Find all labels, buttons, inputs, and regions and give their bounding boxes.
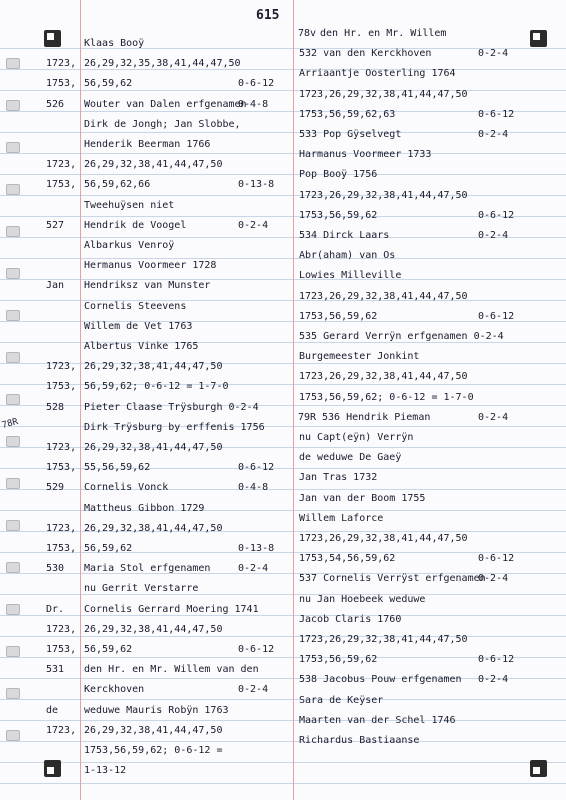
right_column-text: Jacob Claris 1760 <box>299 613 402 625</box>
left_column-text: Maria Stol erfgenamen <box>84 563 211 575</box>
left_column-text: Wouter van Dalen erfgenamen <box>84 98 247 110</box>
right_column-text: 1753,56,59,62 <box>299 654 378 666</box>
left_column-value: 0-2-4 <box>238 684 269 696</box>
left_column-text: Klaas Booÿ <box>84 38 145 49</box>
right_column-text: Richardus Bastiaanse <box>299 735 420 746</box>
left_column-label: 1753, <box>46 462 77 474</box>
left_column-text: Cornelis Gerrard Moering 1741 <box>84 603 259 615</box>
right_column-text: Jan Tras 1732 <box>299 472 378 484</box>
right_column-text: de weduwe De Gaeÿ <box>299 452 402 464</box>
left_column-text: 26,29,32,38,41,44,47,50 <box>84 623 223 635</box>
left_column-value: 0-2-4 <box>238 219 269 231</box>
left_column-text: 26,29,32,35,38,41,44,47,50 <box>84 58 241 70</box>
punch-hole <box>6 352 20 363</box>
left_column-text: Henderik Beerman 1766 <box>84 139 211 150</box>
ruled-line <box>0 741 566 742</box>
right_column-label: 78v <box>298 28 317 39</box>
left_column-text: Albertus Vinke 1765 <box>84 341 199 352</box>
punch-hole <box>6 58 20 69</box>
left_column-text: weduwe Mauris Robÿn 1763 <box>84 704 229 716</box>
right_column-text: Lowies Milleville <box>299 270 402 282</box>
right_column-value: 0-6-12 <box>478 310 515 322</box>
punch-hole <box>6 562 20 573</box>
punch-hole <box>6 142 20 153</box>
left_column-text: Mattheus Gibbon 1729 <box>84 502 205 514</box>
ruled-line <box>0 783 566 784</box>
left_column-label: 1723, <box>46 361 77 373</box>
left_column-text: Hendriksz van Munster <box>84 280 211 292</box>
left_column-text: Cornelis Vonck <box>84 482 169 494</box>
left_column-text: 56,59,62,66 <box>84 179 151 191</box>
left_column-label: 1723, <box>46 522 77 534</box>
right_column-text: 532 van den Kerckhoven <box>299 48 432 60</box>
left_column-text: Hermanus Voormeer 1728 <box>84 260 217 272</box>
left_column-text: 26,29,32,38,41,44,47,50 <box>84 442 223 453</box>
ruled-line <box>0 153 566 154</box>
left_column-text: 1-13-12 <box>84 765 127 777</box>
margin-line-left <box>80 0 81 800</box>
left_column-value: 0-6-12 <box>238 78 275 90</box>
right_column-text: 535 Gerard Verrÿn erfgenamen 0-2-4 <box>299 331 504 342</box>
left_column-text: Tweehuÿsen niet <box>84 199 175 211</box>
left_column-value: 0-4-8 <box>238 98 269 110</box>
margin-note-left: 78R <box>0 417 20 431</box>
right_column-text: 1753,56,59,62 <box>299 209 378 221</box>
right_column-label: 79R <box>298 411 317 423</box>
ruled-line <box>0 762 566 763</box>
punch-hole <box>6 520 20 531</box>
left_column-label: 526 <box>46 98 65 110</box>
corner-marker-bottom-left <box>44 760 61 777</box>
right_column-text: 1753,54,56,59,62 <box>299 553 396 565</box>
left_column-value: 0-13-8 <box>238 543 275 554</box>
right_column-text: Maarten van der Schel 1746 <box>299 714 456 726</box>
right_column-value: 0-2-4 <box>478 48 509 60</box>
left_column-label: 530 <box>46 563 65 575</box>
left_column-text: Pieter Claase Trÿsburgh 0-2-4 <box>84 401 259 413</box>
ruled-line <box>0 195 566 196</box>
punch-hole <box>6 184 20 195</box>
right_column-text: Harmanus Voormeer 1733 <box>299 149 432 161</box>
left_column-text: Kerckhoven <box>84 684 145 696</box>
left_column-label: 1753, <box>46 381 77 393</box>
right_column-text: 1753,56,59,62 <box>299 310 378 322</box>
right_column-text: 537 Cornelis Verrÿst erfgenamen <box>299 573 486 585</box>
right_column-value: 0-6-12 <box>478 654 515 666</box>
right_column-text: 1723,26,29,32,38,41,44,47,50 <box>299 290 468 302</box>
left_column-text: 56,59,62 <box>84 78 133 90</box>
left_column-label: Jan <box>46 280 65 292</box>
left_column-text: 1753,56,59,62; 0-6-12 = <box>84 745 223 756</box>
left_column-text: Hendrik de Voogel <box>84 219 187 231</box>
left_column-text: Dirk Trÿsburg by erffenis 1756 <box>84 421 265 433</box>
corner-marker-top-right <box>530 30 547 47</box>
right_column-text: 536 Hendrik Pieman <box>322 411 431 423</box>
left_column-value: 0-6-12 <box>238 462 275 474</box>
left_column-text: 56,59,62; 0-6-12 = 1-7-0 <box>84 381 229 393</box>
right_column-text: Sara de Keÿser <box>299 694 384 706</box>
right_column-value: 0-2-4 <box>478 129 509 140</box>
right_column-text: den Hr. en Mr. Willem <box>320 28 447 39</box>
ruled-line <box>0 720 566 721</box>
right_column-text: 1723,26,29,32,38,41,44,47,50 <box>299 371 468 383</box>
left_column-label: Dr. <box>46 603 65 615</box>
left_column-label: 531 <box>46 664 65 676</box>
left_column-text: 56,59,62 <box>84 644 133 655</box>
punch-hole <box>6 226 20 237</box>
right_column-text: 534 Dirck Laars <box>299 230 390 241</box>
left_column-label: 1753, <box>46 78 77 90</box>
left_column-label: 1723, <box>46 442 77 453</box>
punch-hole <box>6 646 20 657</box>
right_column-text: Jan van der Boom 1755 <box>299 492 426 504</box>
right_column-text: Willem Laforce <box>299 512 384 524</box>
left_column-value: 0-4-8 <box>238 482 269 494</box>
left_column-label: de <box>46 704 59 716</box>
right_column-text: 1723,26,29,32,38,41,44,47,50 <box>299 189 468 201</box>
left_column-value: 0-13-8 <box>238 179 275 191</box>
right_column-text: 1723,26,29,32,38,41,44,47,50 <box>299 634 468 645</box>
left_column-label: 1753, <box>46 179 77 191</box>
left_column-text: 26,29,32,38,41,44,47,50 <box>84 159 223 171</box>
left_column-label: 1753, <box>46 543 77 554</box>
right_column-value: 0-6-12 <box>478 553 515 565</box>
punch-hole <box>6 100 20 111</box>
right_column-text: nu Jan Hoebeek weduwe <box>299 593 426 605</box>
punch-hole <box>6 478 20 489</box>
right_column-text: Pop Booÿ 1756 <box>299 169 378 181</box>
punch-hole <box>6 394 20 405</box>
left_column-label: 1753, <box>46 644 77 655</box>
left_column-text: 26,29,32,38,41,44,47,50 <box>84 522 223 534</box>
left_column-label: 1723, <box>46 623 77 635</box>
right_column-text: 538 Jacobus Pouw erfgenamen <box>299 674 462 686</box>
left_column-text: den Hr. en Mr. Willem van den <box>84 664 259 676</box>
ruled-line <box>0 174 566 175</box>
punch-hole <box>6 688 20 699</box>
ruled-line <box>0 636 566 637</box>
right_column-value: 0-6-12 <box>478 108 515 120</box>
right_column-text: Arriaantje Oosterling 1764 <box>299 68 456 80</box>
right_column-text: 533 Pop Gÿselvegt <box>299 129 402 140</box>
left_column-text: Cornelis Steevens <box>84 300 187 312</box>
left_column-label: 528 <box>46 401 65 413</box>
right_column-text: 1753,56,59,62; 0-6-12 = 1-7-0 <box>299 391 474 403</box>
corner-marker-bottom-right <box>530 760 547 777</box>
left_column-value: 0-6-12 <box>238 644 275 655</box>
punch-hole <box>6 268 20 279</box>
page-number: 615 <box>256 8 280 23</box>
left_column-text: Willem de Vet 1763 <box>84 320 193 332</box>
left_column-text: 55,56,59,62 <box>84 462 151 474</box>
left_column-text: 26,29,32,38,41,44,47,50 <box>84 361 223 373</box>
right_column-text: nu Capt(eÿn) Verrÿn <box>299 432 414 443</box>
left_column-text: Dirk de Jongh; Jan Slobbe, <box>84 118 241 130</box>
right_column-value: 0-2-4 <box>478 573 509 585</box>
right_column-value: 0-6-12 <box>478 209 515 221</box>
right_column-text: 1723,26,29,32,38,41,44,47,50 <box>299 88 468 100</box>
left_column-value: 0-2-4 <box>238 563 269 575</box>
right_column-text: 1753,56,59,62,63 <box>299 108 396 120</box>
punch-hole <box>6 310 20 321</box>
left_column-label: 1723, <box>46 724 77 736</box>
punch-hole <box>6 604 20 615</box>
right_column-text: 1723,26,29,32,38,41,44,47,50 <box>299 533 468 544</box>
ruled-line <box>0 699 566 700</box>
punch-hole <box>6 436 20 447</box>
left_column-text: 56,59,62 <box>84 543 133 554</box>
margin-line-center <box>293 0 294 800</box>
right_column-text: Abr(aham) van Os <box>299 250 396 262</box>
left_column-label: 1723, <box>46 159 77 171</box>
right_column-value: 0-2-4 <box>478 411 509 423</box>
left_column-text: 26,29,32,38,41,44,47,50 <box>84 724 223 736</box>
left_column-text: nu Gerrit Verstarre <box>84 583 199 595</box>
right_column-text: Burgemeester Jonkint <box>299 351 420 363</box>
ruled-line <box>0 258 566 259</box>
left_column-label: 529 <box>46 482 65 494</box>
right_column-value: 0-2-4 <box>478 674 509 686</box>
punch-hole <box>6 730 20 741</box>
left_column-label: 1723, <box>46 58 77 70</box>
corner-marker-top-left <box>44 30 61 47</box>
left_column-label: 527 <box>46 219 65 231</box>
right_column-value: 0-2-4 <box>478 230 509 241</box>
left_column-text: Albarkus Venroÿ <box>84 240 175 251</box>
